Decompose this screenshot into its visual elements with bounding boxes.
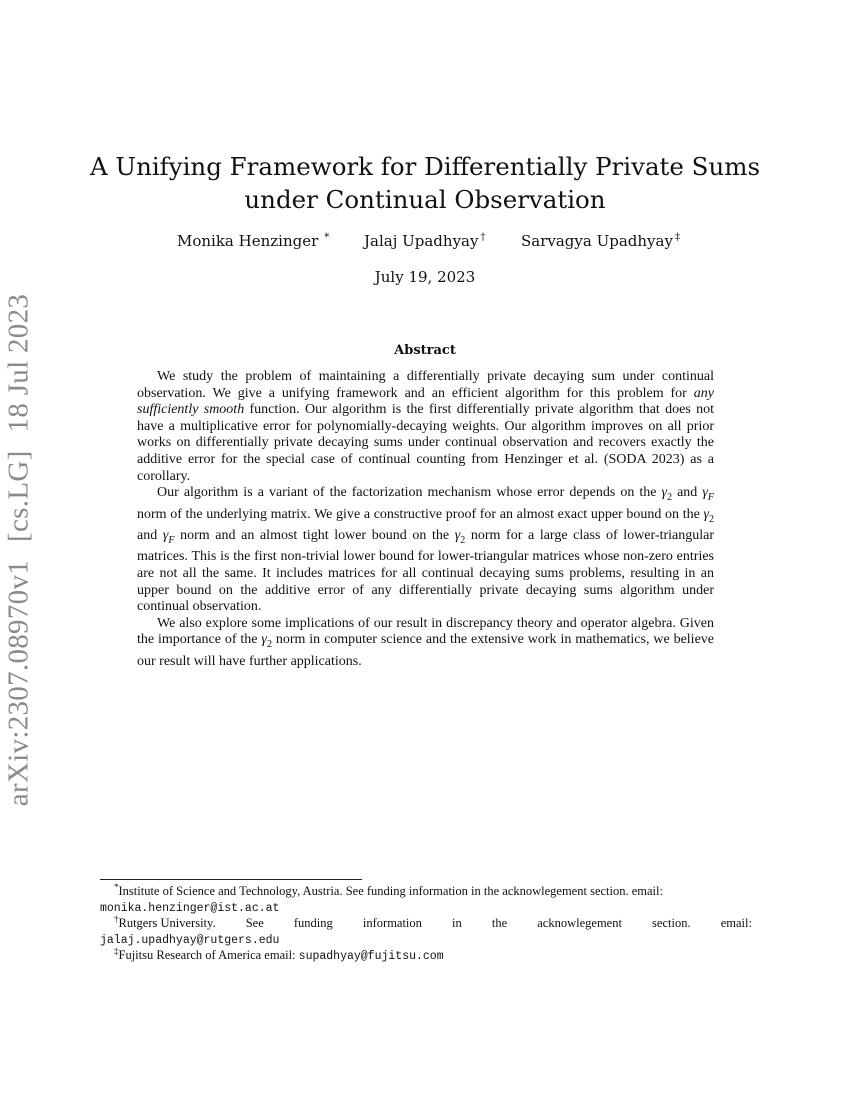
text-run: Our algorithm is a variant of the factorization mechanism whose error depends on the xyxy=(157,485,662,501)
text-run: norm of the underlying matrix. We give a constructive proof for an almost exact upper bound on the xyxy=(137,506,704,522)
math-subscript: F xyxy=(168,534,175,546)
math-letter: γ xyxy=(703,506,709,522)
footnote-1 xyxy=(100,881,752,900)
math-subscript: 2 xyxy=(667,491,673,503)
arxiv-id: arXiv:2307.08970v1 xyxy=(2,559,35,807)
gamma-2-symbol xyxy=(454,527,466,546)
footnotes xyxy=(100,881,752,965)
emphasis: any sufficiently smooth xyxy=(137,385,714,418)
author-mark: * xyxy=(324,232,330,243)
math-subscript: 2 xyxy=(709,513,714,525)
footnote-mark: ‡ xyxy=(114,945,119,956)
footnote-3 xyxy=(100,945,752,965)
text-run: We also explore some implications of our result in discrepancy theory and operator algebra. Given the importance of the xyxy=(137,615,714,648)
footnote-2-email-line xyxy=(100,932,752,949)
arxiv-category: [cs.LG] xyxy=(2,450,35,542)
text-run: norm and an almost tight lower bound on the xyxy=(174,527,455,543)
arxiv-identifier-stamp xyxy=(3,276,36,806)
footnote-text: Institute of Science and Technology, Austria. See funding information in the acknowlegement section. email: xyxy=(118,884,663,898)
footnote-word: funding xyxy=(293,916,333,930)
author-name: Monika Henzinger xyxy=(177,232,319,250)
math-letter: γ xyxy=(702,485,708,501)
author-name: Sarvagya Upadhyay xyxy=(521,232,673,250)
email-link[interactable]: supadhyay@fujitsu.com xyxy=(298,950,444,963)
math-subscript: 2 xyxy=(460,534,466,546)
footnote-word: information xyxy=(362,916,422,930)
footnote-word: the xyxy=(491,916,508,930)
abstract-paragraph-3 xyxy=(137,616,714,671)
abstract-paragraph-1 xyxy=(137,369,714,485)
footnote-2 xyxy=(100,913,752,932)
footnote-word: Rutgers University. xyxy=(118,916,216,930)
math-letter: γ xyxy=(454,527,461,543)
math-letter: γ xyxy=(261,632,267,648)
math-letter: γ xyxy=(162,527,169,543)
footnote-word: See xyxy=(245,916,264,930)
footnote-mark: † xyxy=(114,913,119,924)
footnote-word: in xyxy=(452,916,462,930)
arxiv-date: 18 Jul 2023 xyxy=(2,293,35,433)
author-mark: ‡ xyxy=(674,232,680,243)
text-run: norm for a large class of lower-triangular matrices. This is the first non-trivial lower bound for lower-triangular matrices whose non-zero entries are not all the same. It includes matrices for all continual decaying sums problems, resulting in an upper bound on the additive error of any differentially private decaying sums algorithm under continual observation. xyxy=(137,527,714,615)
gamma-f-symbol xyxy=(162,527,175,546)
author-1 xyxy=(177,232,329,250)
gamma-2-symbol xyxy=(261,632,272,651)
author-3 xyxy=(521,232,680,250)
text-run: function. Our algorithm is the first differentially private algorithm that does not have a multiplicative error for polynomially-decaying weights. Our algorithm improves on all prior works on differentially private decaying sums under continual observation and recovers exactly the additive error for the special case of continual counting from Henzinger et al. (SODA 2023) as a corollary. xyxy=(137,402,714,484)
footnote-rule xyxy=(100,879,362,880)
footnote-mark: * xyxy=(114,881,119,892)
author-name: Jalaj Upadhyay xyxy=(364,232,479,250)
footnote-word: acknowlegement xyxy=(537,916,622,930)
footnote-1-email-line xyxy=(100,900,752,917)
gamma-2-symbol xyxy=(661,485,673,503)
footnote-word: section. xyxy=(652,916,691,930)
footnote-word: email: xyxy=(720,916,752,930)
email-link[interactable]: monika.henzinger@ist.ac.at xyxy=(100,901,280,915)
text-run: and xyxy=(672,485,703,501)
text-run: We study the problem of maintaining a differentially private decaying sum under continual observation. We give a unifying framework and an efficient algorithm for this problem for xyxy=(137,369,714,401)
footnote-text-start xyxy=(100,913,216,932)
author-mark: † xyxy=(480,232,486,243)
text-run: norm in computer science and the extensive work in mathematics, we believe our result will have further applications. xyxy=(137,632,715,669)
email-link[interactable]: jalaj.upadhyay@rutgers.edu xyxy=(100,933,280,947)
paper-title: A Unifying Framework for Differentially Private Sums under Continual Observation xyxy=(89,152,761,214)
gamma-2-symbol xyxy=(703,506,714,525)
footnote-text: Fujitsu Research of America email: xyxy=(118,948,296,962)
math-subscript: 2 xyxy=(266,639,272,651)
text-run: and xyxy=(137,527,163,543)
abstract-paragraph-2 xyxy=(137,485,714,616)
math-letter: γ xyxy=(661,485,668,501)
gamma-f-symbol xyxy=(702,485,714,503)
publication-date: July 19, 2023 xyxy=(374,268,476,286)
abstract-heading: Abstract xyxy=(394,343,456,358)
author-2 xyxy=(364,232,485,250)
abstract-body xyxy=(137,369,714,670)
math-subscript: F xyxy=(707,491,714,503)
